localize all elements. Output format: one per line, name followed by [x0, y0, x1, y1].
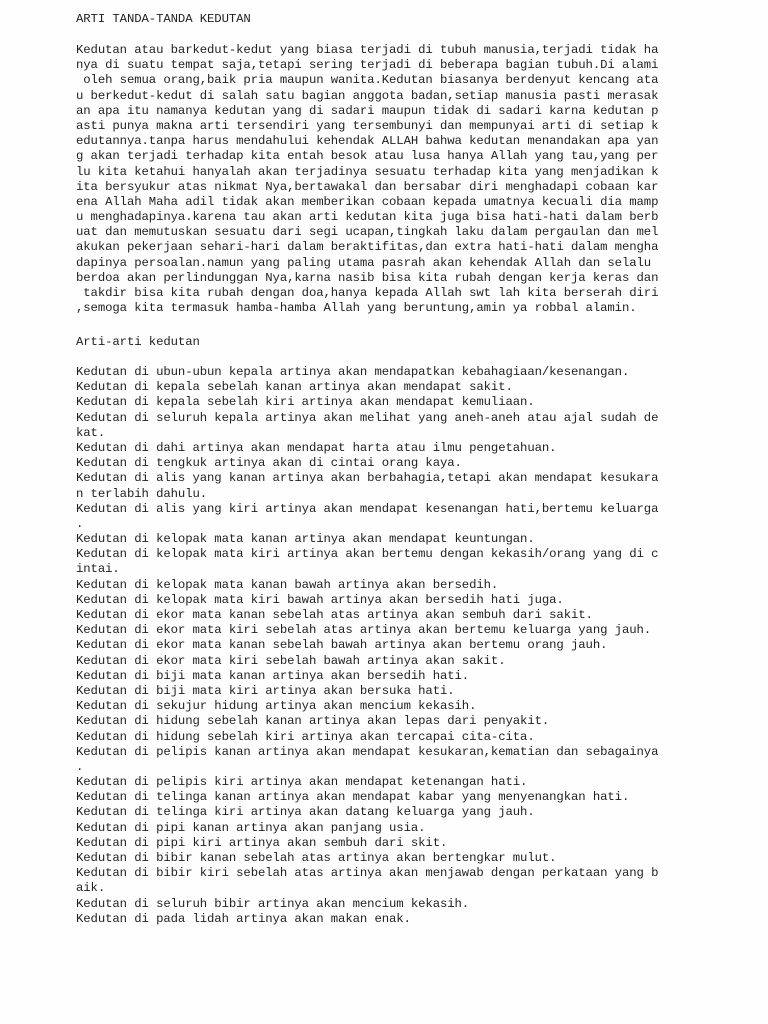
list-line: Kedutan di kelopak mata kanan artinya akan mendapat keuntungan. — [76, 532, 535, 547]
list-line: Kedutan di hidung sebelah kanan artinya akan lepas dari penyakit. — [76, 714, 550, 729]
intro-line: nya di suatu tempat saja,tetapi sering terjadi di beberapa bagian tubuh.Di alami — [76, 58, 659, 73]
list-line: n terlabih dahulu. — [76, 486, 208, 501]
list-line: aik. — [76, 881, 106, 896]
intro-line: ena Allah Maha adil tidak akan memberikan cobaan kepada umatnya kecuali dia mamp — [76, 194, 659, 209]
intro-line: edutannya.tanpa harus mendahului kehendak ALLAH bahwa kedutan menandakan apa yan — [76, 134, 659, 149]
list-line: Kedutan di kelopak mata kiri bawah artinya akan bersedih hati juga. — [76, 592, 564, 607]
section-heading: Arti-arti kedutan — [76, 335, 200, 349]
document-title-block — [76, 12, 748, 27]
list-line: Kedutan di seluruh kepala artinya akan melihat yang aneh-aneh atau ajal sudah de — [76, 410, 659, 425]
list-line: Kedutan di tengkuk artinya akan di cintai orang kaya. — [76, 456, 462, 471]
list-line: Kedutan di sekujur hidung artinya akan mencium kekasih. — [76, 699, 477, 714]
list-line: Kedutan di ekor mata kiri sebelah atas artinya akan bertemu keluarga yang jauh. — [76, 623, 652, 638]
intro-line: akukan pekerjaan sehari-hari dalam beraktifitas,dan extra hati-hati dalam mengha — [76, 240, 659, 255]
intro-line: g akan terjadi terhadap kita entah besok atau lusa hanya Allah yang tau,yang per — [76, 149, 659, 164]
list-line: . — [76, 516, 84, 531]
list-line: Kedutan di ubun-ubun kepala artinya akan mendapatkan kebahagiaan/kesenangan. — [76, 365, 630, 379]
intro-line: dapinya persoalan.namun yang paling utama pasrah akan kehendak Allah dan selalu — [76, 255, 652, 270]
list-line: kat. — [76, 425, 106, 440]
list-line: Kedutan di kepala sebelah kanan artinya akan mendapat sakit. — [76, 380, 513, 395]
list-line: Kedutan di hidung sebelah kiri artinya akan tercapai cita-cita. — [76, 729, 535, 744]
document-title: ARTI TANDA-TANDA KEDUTAN — [76, 12, 251, 26]
list-line: Kedutan di biji mata kanan artinya akan bersedih hati. — [76, 668, 470, 683]
list-line: Kedutan di kepala sebelah kiri artinya akan mendapat kemuliaan. — [76, 395, 535, 410]
list-line: Kedutan di kelopak mata kanan bawah artinya akan bersedih. — [76, 577, 499, 592]
list-line: Kedutan di telinga kiri artinya akan datang keluarga yang jauh. — [76, 805, 535, 820]
intro-line: an apa itu namanya kedutan yang di sadari maupun tidak di sadari karna kedutan p — [76, 103, 659, 118]
intro-line: u berkedut-kedut di salah satu bagian anggota badan,setiap manusia pasti merasak — [76, 88, 659, 103]
section-heading-block — [76, 335, 748, 350]
list-line: Kedutan di pipi kiri artinya akan sembuh dari skit. — [76, 835, 448, 850]
list-line: Kedutan di ekor mata kanan sebelah atas artinya akan sembuh dari sakit. — [76, 608, 593, 622]
list-line: . — [76, 759, 84, 774]
intro-line: takdir bisa kita rubah dengan doa,hanya kepada Allah swt lah kita berserah diri — [76, 286, 659, 300]
intro-line: lu kita ketahui hanyalah akan terjadinya sesuatu terhadap kita yang menjadikan k — [76, 164, 659, 179]
intro-line: Kedutan atau barkedut-kedut yang biasa terjadi di tubuh manusia,terjadi tidak ha — [76, 43, 659, 57]
meanings-list — [76, 365, 748, 927]
list-line: Kedutan di biji mata kiri artinya akan bersuka hati. — [76, 683, 455, 698]
intro-line: u menghadapinya.karena tau akan arti kedutan kita juga bisa hati-hati dalam berb — [76, 210, 659, 225]
intro-line: ita bersyukur atas nikmat Nya,bertawakal dan bersabar diri menghadapi cobaan kar — [76, 179, 659, 194]
intro-line: berdoa akan perlindunggan Nya,karna nasib bisa kita rubah dengan kerja keras dan — [76, 270, 659, 285]
list-line: intai. — [76, 562, 120, 577]
list-line: Kedutan di pelipis kiri artinya akan mendapat ketenangan hati. — [76, 775, 528, 790]
list-line: Kedutan di bibir kanan sebelah atas artinya akan bertengkar mulut. — [76, 851, 557, 865]
intro-line: ,semoga kita termasuk hamba-hamba Allah yang beruntung,amin ya robbal alamin. — [76, 301, 637, 316]
intro-line: uat dan memutuskan sesuatu dari segi ucapan,tingkah laku dalam pergaulan dan mel — [76, 225, 659, 240]
list-line: Kedutan di alis yang kanan artinya akan berbahagia,tetapi akan mendapat kesukara — [76, 471, 659, 486]
list-line: Kedutan di pelipis kanan artinya akan mendapat kesukaran,kematian dan sebagainya — [76, 744, 659, 759]
list-line: Kedutan di kelopak mata kiri artinya akan bertemu dengan kekasih/orang yang di c — [76, 547, 659, 562]
list-line: Kedutan di dahi artinya akan mendapat harta atau ilmu pengetahuan. — [76, 440, 557, 455]
list-line: Kedutan di seluruh bibir artinya akan mencium kekasih. — [76, 896, 470, 911]
list-line: Kedutan di telinga kanan artinya akan mendapat kabar yang menyenangkan hati. — [76, 790, 630, 805]
list-line: Kedutan di bibir kiri sebelah atas artinya akan menjawab dengan perkataan yang b — [76, 866, 659, 881]
list-line: Kedutan di pipi kanan artinya akan panjang usia. — [76, 820, 426, 835]
list-line: Kedutan di alis yang kiri artinya akan mendapat kesenangan hati,bertemu keluarga — [76, 501, 659, 516]
intro-paragraph — [76, 43, 748, 316]
intro-line: oleh semua orang,baik pria maupun wanita.Kedutan biasanya berdenyut kencang ata — [76, 73, 659, 88]
list-line: Kedutan di ekor mata kanan sebelah bawah artinya akan bertemu orang jauh. — [76, 638, 608, 653]
list-line: Kedutan di ekor mata kiri sebelah bawah artinya akan sakit. — [76, 653, 506, 668]
list-line: Kedutan di pada lidah artinya akan makan enak. — [76, 911, 411, 926]
intro-line: asti punya makna arti tersendiri yang tersembunyi dan mempunyai arti di setiap k — [76, 118, 659, 133]
